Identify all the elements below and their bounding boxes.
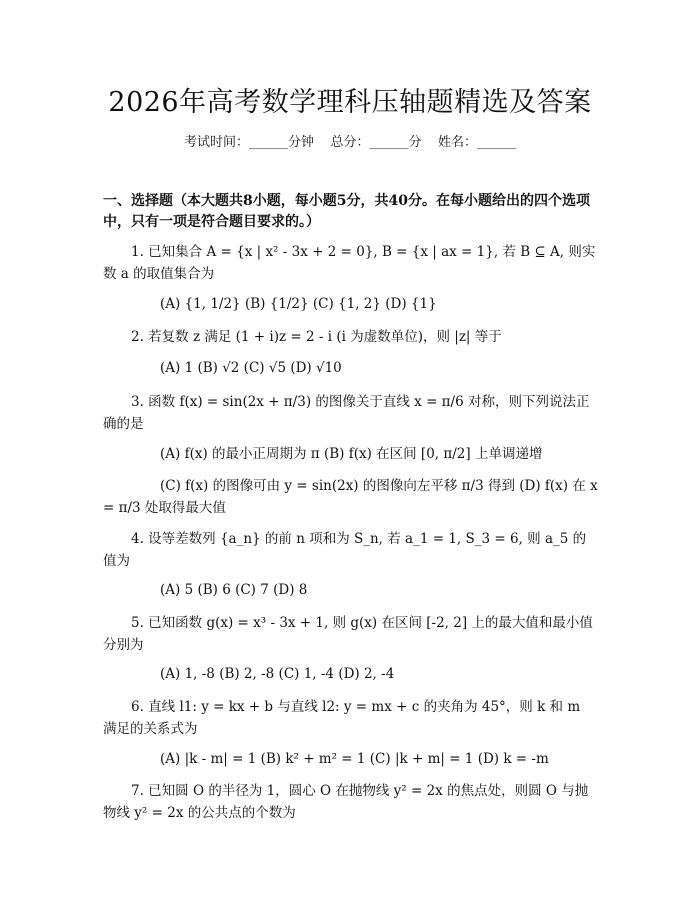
question-7: 7. 已知圆 O 的半径为 1，圆心 O 在抛物线 y² = 2x 的焦点处，则圆 O 与抛物线 y² = 2x 的公共点的个数为 — [103, 783, 589, 821]
question-4: 4. 设等差数列 {a_n} 的前 n 项和为 S_n, 若 a_1 = 1, S_3 = 6, 则 a_5 的值为 — [103, 531, 587, 569]
question-2-options: (A) 1 (B) √2 (C) √5 (D) √10 — [160, 360, 342, 376]
question-5-options: (A) 1, -8 (B) 2, -8 (C) 1, -4 (D) 2, -4 — [160, 666, 395, 682]
question-1-options: (A) {1, 1/2} (B) {1/2} (C) {1, 2} (D) {1} — [160, 296, 437, 312]
question-3-options-continued: (C) f(x) 的图像可由 y = sin(2x) 的图像向左平移 π/3 得到 (D) f(x) 在 x = π/3 处取得最大值 — [103, 478, 598, 516]
question-4-options: (A) 5 (B) 6 (C) 7 (D) 8 — [160, 582, 308, 598]
question-6-options: (A) |k - m| = 1 (B) k² + m² = 1 (C) |k + m| = 1 (D) k = -m — [160, 751, 549, 767]
question-6: 6. 直线 l1: y = kx + b 与直线 l2: y = mx + c 的夹角为 45°，则 k 和 m 满足的关系式为 — [103, 699, 581, 737]
question-1: 1. 已知集合 A = {x | x² - 3x + 2 = 0}, B = {x | ax = 1}, 若 B ⊆ A, 则实数 a 的取值集合为 — [103, 244, 596, 282]
exam-meta-line: 考试时间：______分钟 总分：______分 姓名：______ — [183, 135, 517, 150]
section-heading: 一、选择题（本大题共8小题，每小题5分，共40分。在每小题给出的四个选项中，只有一项是符合题目要求的。） — [103, 193, 590, 230]
question-3-options: (A) f(x) 的最小正周期为 π (B) f(x) 在区间 [0, π/2] 上单调递增 — [160, 446, 543, 462]
question-5: 5. 已知函数 g(x) = x³ - 3x + 1, 则 g(x) 在区间 [-2, 2] 上的最大值和最小值分别为 — [103, 615, 593, 653]
question-3: 3. 函数 f(x) = sin(2x + π/3) 的图像关于直线 x = π/6 对称，则下列说法正确的是 — [103, 394, 590, 432]
page-title: 2026年高考数学理科压轴题精选及答案 — [108, 87, 592, 118]
question-2: 2. 若复数 z 满足 (1 + i)z = 2 - i (i 为虚数单位)，则 |z| 等于 — [131, 329, 502, 345]
